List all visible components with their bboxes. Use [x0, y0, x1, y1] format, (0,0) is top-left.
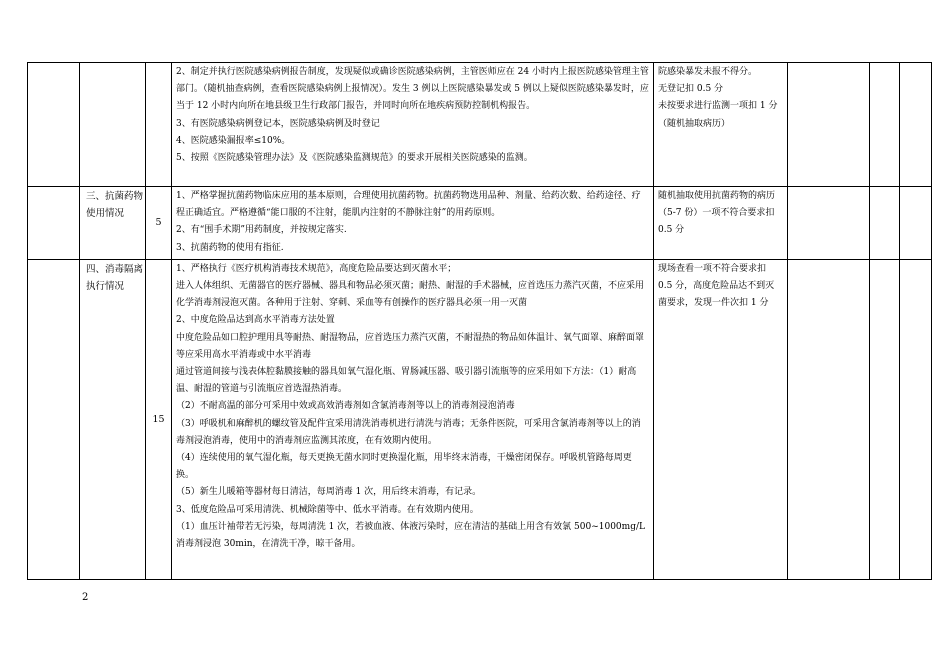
- page-number: 2: [82, 592, 89, 603]
- blank-cell: [870, 63, 900, 187]
- requirement-item: 3、抗菌药物的使用有指征.: [176, 242, 284, 253]
- blank-cell: [900, 63, 932, 187]
- table-row: [28, 63, 932, 187]
- blank-cell: [28, 63, 80, 187]
- scoring-item: 无登记扣 0.5 分: [658, 84, 724, 95]
- blank-cell: [900, 259, 932, 579]
- scoring-item: 随机抽取使用抗菌药物的病历（5-7 份）一项不符合要求扣 0.5 分: [658, 191, 776, 236]
- requirement-item: 2、有“围手术期”用药制度，并按规定落实.: [176, 225, 347, 236]
- blank-cell: [28, 187, 80, 260]
- requirement-item: 2、中度危险品达到高水平消毒方法处置: [176, 315, 335, 326]
- category-cell: 四、消毒隔离执行情况: [80, 259, 146, 579]
- requirement-item: （2）不耐高温的部分可采用中效或高效消毒剂如含氯消毒剂等以上的消毒剂浸泡消毒: [176, 401, 515, 412]
- scoring-item: 现场查看一项不符合要求扣 0.5 分，高度危险品达不到灭菌要求，发现一件次扣 1 分: [658, 263, 775, 309]
- scoring-item: 未按要求进行监测一项扣 1 分（随机抽取病历）: [658, 101, 778, 129]
- category-cell: 三、抗菌药物使用情况: [80, 187, 146, 260]
- requirements-cell: [172, 259, 654, 579]
- requirement-item: （3）呼吸机和麻醉机的螺纹管及配件宜采用清洗消毒机进行清洗与消毒；无条件医院，可采用含氯消毒剂等以上的消毒剂浸泡消毒，使用中的消毒剂应监测其浓度，在有效期内使用。: [176, 418, 641, 446]
- blank-cell: [900, 187, 932, 260]
- blank-cell: [28, 259, 80, 579]
- scoring-cell: [654, 187, 788, 260]
- blank-cell: [788, 259, 870, 579]
- requirement-item: 中度危险品如口腔护理用具等耐热、耐湿物品，应首选压力蒸汽灭菌，不耐湿热的物品如体温计、氧气面罩、麻醉面罩等应采用高水平消毒或中水平消毒: [176, 332, 645, 360]
- scoring-cell: [654, 63, 788, 187]
- blank-cell: [870, 187, 900, 260]
- blank-cell: [870, 259, 900, 579]
- score-cell: [146, 63, 172, 187]
- requirement-item: 2、制定并执行医院感染病例报告制度，发现疑似或确诊医院感染病例，主管医师应在 24 小时内上报医院感染管理主管部门。（随机抽查病例，查看医院感染病例上报情况）。发生 3 例以上医院感染暴发或 5 例以上疑似医院感染暴发时，应当于 12 小时内向所在地县级卫生行政部门报告，并同时向所在地疾病预防控制机构报告。: [176, 67, 649, 112]
- requirement-item: 进入人体组织、无菌器官的医疗器械、器具和物品必须灭菌；耐热、耐湿的手术器械，应首选压力蒸汽灭菌，不应采用化学消毒剂浸泡灭菌。各种用于注射、穿刺、采血等有创操作的医疗器具必须一用一灭菌: [176, 281, 645, 309]
- requirement-item: （1）血压计袖带若无污染，每周清洗 1 次，若被血液、体液污染时，应在清洁的基础上用含有效氯 500~1000mg/L 消毒剂浸泡 30min，在清洗干净，晾干备用。: [176, 521, 645, 550]
- requirement-item: 1、严格执行《医疗机构消毒技术规范》，高度危险品要达到灭菌水平；: [176, 263, 457, 274]
- blank-cell: [788, 187, 870, 260]
- scoring-item: 院感染暴发未报不得分。: [658, 67, 758, 77]
- requirement-item: 3、低度危险品可采用清洗、机械除菌等中、低水平消毒。在有效期内使用。: [176, 504, 479, 515]
- requirement-item: 通过管道间接与浅表体腔黏膜接触的器具如氧气湿化瓶、胃肠减压器、吸引器引流瓶等的应采用如下方法：（1）耐高温、耐湿的管道与引流瓶应首选湿热消毒。: [176, 367, 637, 395]
- category-cell: [80, 63, 146, 187]
- requirement-item: 5、按照《医院感染管理办法》及《医院感染监测规范》的要求开展相关医院感染的监测。: [176, 153, 533, 164]
- requirement-item: （5）新生儿暖箱等器材每日清洁，每周消毒 1 次，用后终末消毒，有记录。: [176, 487, 482, 498]
- inspection-table: [27, 62, 932, 580]
- scoring-cell: [654, 259, 788, 579]
- requirements-cell: [172, 187, 654, 260]
- table-row: [28, 187, 932, 260]
- requirements-cell: [172, 63, 654, 187]
- requirement-item: 3、有医院感染病例登记本，医院感染病例及时登记: [176, 118, 380, 129]
- table-row: [28, 259, 932, 579]
- blank-cell: [788, 63, 870, 187]
- score-cell: 5: [146, 187, 172, 260]
- score-cell: 15: [146, 259, 172, 579]
- requirement-item: 4、医院感染漏报率≤10%。: [176, 135, 291, 146]
- requirement-item: 1、严格掌握抗菌药物临床应用的基本原则，合理使用抗菌药物。抗菌药物选用品种、剂量、给药次数、给药途径、疗程正确适宜。严格遵循“能口服的不注射，能肌内注射的不静脉注射”的用药原则。: [176, 191, 641, 219]
- requirement-item: （4）连续使用的氧气湿化瓶，每天更换无菌水同时更换湿化瓶，用毕终末消毒，干燥密闭保存。呼吸机管路每周更换。: [176, 453, 632, 481]
